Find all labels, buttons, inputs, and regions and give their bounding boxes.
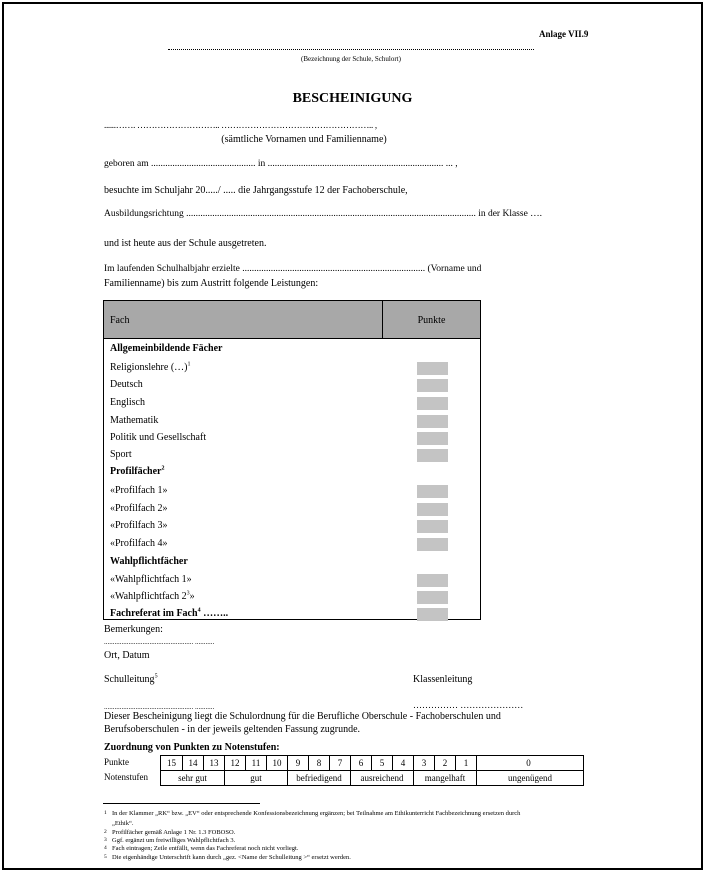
- table-row: [110, 538, 168, 549]
- school-caption: (Bezeichnung der Schule, Schulort): [301, 55, 401, 63]
- punkte-cell: 10: [267, 756, 288, 770]
- row-label: Allgemeinbildende Fächer: [110, 343, 223, 354]
- punkte-row-label: Punkte: [104, 757, 130, 767]
- punkte-entry-box[interactable]: [417, 449, 448, 462]
- table-row: [110, 432, 206, 443]
- noten-cell: sehr gut: [161, 771, 225, 785]
- page-title: BESCHEINIGUNG: [292, 91, 413, 106]
- punkte-entry-box[interactable]: [417, 397, 448, 410]
- punkte-entry-box[interactable]: [417, 415, 448, 428]
- footnote-number: 5: [104, 854, 107, 860]
- punkte-entry-box[interactable]: [417, 432, 448, 445]
- punkte-entry-box[interactable]: [417, 379, 448, 392]
- row-label: «Profilfach 2»: [110, 503, 168, 514]
- footnote-number: 3: [104, 837, 107, 843]
- row-label-suffix: ……..: [200, 608, 229, 619]
- punkte-cell: 0: [526, 758, 531, 768]
- table-row: [110, 503, 168, 514]
- row-label: «Profilfach 3»: [110, 520, 168, 531]
- noten-row-label: Notenstufen: [104, 772, 148, 782]
- punkte-cell: 3: [414, 756, 435, 770]
- table-row: [110, 520, 168, 531]
- schulleitung-footnote-ref: 5: [154, 673, 158, 680]
- footnote-number: 2: [104, 829, 107, 835]
- grades-table: [103, 300, 481, 620]
- col-fach-header: Fach: [110, 315, 130, 326]
- footnote-number: 1: [104, 810, 107, 816]
- punkte-entry-box[interactable]: [417, 591, 448, 604]
- footnote-text: „Ethik“.: [112, 820, 134, 827]
- punkte-entry-box[interactable]: [417, 485, 448, 498]
- schuljahr-line: besuchte im Schuljahr 20...../ ..... die Jahrgangsstufe 12 der Fachoberschule,: [104, 185, 408, 196]
- row-label: Deutsch: [110, 379, 143, 390]
- footnote-text: Die eigenhändige Unterschrift kann durch „gez. <Name der Schulleitung >“ ersetzt werden.: [112, 854, 351, 861]
- punkte-entry-box[interactable]: [417, 520, 448, 533]
- row-label: «Profilfach 4»: [110, 538, 168, 549]
- punkte-cell: 12: [225, 756, 246, 770]
- punkte-cell: 6: [351, 756, 372, 770]
- footnote-number: 4: [104, 845, 107, 851]
- footnote-ref: 2: [161, 465, 165, 472]
- table-row: [110, 415, 158, 426]
- bemerkungen-label: Bemerkungen:: [104, 624, 163, 635]
- col-punkte-header: Punkte: [417, 315, 446, 326]
- footnote-text: In der Klammer „RK“ bzw. „EV“ oder entsprechende Konfessionsbezeichnung ergänzen; bei Teilnahme am Ethikunterricht Fachbezeichnung ersetzen durch: [112, 810, 521, 817]
- punkte-cell: 7: [330, 756, 351, 770]
- table-row: [110, 591, 195, 602]
- row-label: Religionslehre (…): [110, 362, 188, 373]
- noten-cell: mangelhaft: [414, 771, 477, 785]
- table-row: [110, 466, 164, 477]
- noten-cell: gut: [225, 771, 288, 785]
- grade-scale-table: [160, 755, 584, 786]
- punkte-cell: 5: [372, 756, 393, 770]
- punkte-cell: 2: [435, 756, 456, 770]
- noten-cell: ungenügend: [508, 773, 552, 783]
- table-row: [110, 608, 228, 619]
- leistungen-line-2: Familienname) bis zum Austritt folgende Leistungen:: [104, 278, 319, 289]
- leistungen-line-1: Im laufenden Schulhalbjahr erzielte ............................................................................. (Vorname und: [104, 264, 482, 274]
- footnote-text: Fach eintragen; Zeile entfällt, wenn das Fachreferat noch nicht vorliegt.: [112, 845, 299, 852]
- punkte-cell: 8: [309, 756, 330, 770]
- table-row: [110, 449, 132, 460]
- punkte-cell: 13: [204, 756, 225, 770]
- ort-datum-label: Ort, Datum: [104, 650, 150, 661]
- header-divider: [382, 301, 383, 338]
- table-row: [110, 485, 168, 496]
- punkte-cell: 14: [183, 756, 204, 770]
- punkte-entry-box[interactable]: [417, 538, 448, 551]
- zuordnung-title: Zuordnung von Punkten zu Notenstufen:: [104, 742, 280, 753]
- row-label: Profilfächer: [110, 466, 162, 477]
- ausbildung-line: Ausbildungsrichtung .......................................................................................................................... in der Klasse ….: [104, 209, 543, 219]
- schulleitung-text: Schulleitung: [104, 674, 155, 685]
- ort-datum-dots: ................................................... ...........: [104, 638, 215, 646]
- ordnung-text-1: Dieser Bescheinigung liegt die Schulordnung für die Berufliche Oberschule - Fachoberschulen und: [104, 711, 501, 722]
- punkte-cell: 1: [456, 756, 477, 770]
- row-label: Mathematik: [110, 415, 159, 426]
- punkte-entry-box[interactable]: [417, 503, 448, 516]
- row-label: Fachreferat im Fach: [110, 608, 198, 619]
- punkte-cell: 15: [161, 756, 183, 770]
- table-row: [110, 574, 192, 585]
- table-row: [110, 362, 190, 373]
- noten-cell: ausreichend: [351, 771, 414, 785]
- table-row: [110, 556, 188, 567]
- punkte-entry-box[interactable]: [417, 362, 448, 375]
- table-row: [110, 343, 223, 354]
- footnote-text: Profilfächer gemäß Anlage 1 Nr. 1.3 FOBOSO.: [112, 829, 236, 836]
- footnote-ref: 3: [186, 590, 190, 597]
- row-label: Wahlpflichtfächer: [110, 556, 188, 567]
- row-label: «Profilfach 1»: [110, 485, 168, 496]
- footnote-text: Ggf. ergänzt um freiwilliges Wahlpflichtfach 3.: [112, 837, 236, 844]
- punkte-cell: 11: [246, 756, 267, 770]
- klassenleitung-dots: …………… …………………: [413, 700, 524, 710]
- punkte-cell: 4: [393, 756, 414, 770]
- row-label-suffix: »: [189, 591, 195, 602]
- footnote-ref: 1: [187, 361, 191, 368]
- table-row: [110, 397, 145, 408]
- punkte-entry-box[interactable]: [417, 608, 448, 621]
- table-row: [110, 379, 143, 390]
- row-label: «Wahlpflichtfach 2: [110, 591, 187, 602]
- row-label: Sport: [110, 449, 132, 460]
- table-header: [104, 301, 480, 339]
- schulleitung-dots: ................................................... ...........: [104, 703, 215, 711]
- name-dots-line: ......……. ……………………….. …………………………………………….. ,: [104, 120, 377, 130]
- anlage-label: Anlage VII.9: [539, 29, 589, 39]
- punkte-entry-box[interactable]: [417, 574, 448, 587]
- punkte-cell: 9: [288, 756, 309, 770]
- born-line: geboren am ............................................ in .......................................................................... ... ,: [104, 159, 458, 169]
- row-label: Politik und Gesellschaft: [110, 432, 207, 443]
- footnote-ref: 4: [197, 607, 201, 614]
- noten-cell: befriedigend: [288, 771, 351, 785]
- footnote-rule: [103, 803, 260, 804]
- row-label: Englisch: [110, 397, 145, 408]
- row-label: «Wahlpflichtfach 1»: [110, 574, 192, 585]
- klassenleitung-label: Klassenleitung: [413, 674, 473, 685]
- schulleitung-label: [104, 674, 158, 685]
- name-caption: (sämtliche Vornamen und Familienname): [221, 134, 387, 145]
- ausgetreten-line: und ist heute aus der Schule ausgetreten.: [104, 238, 267, 249]
- school-dots: [168, 49, 534, 50]
- ordnung-text-2: Berufsoberschulen - in der jeweils geltenden Fassung zugrunde.: [104, 724, 361, 735]
